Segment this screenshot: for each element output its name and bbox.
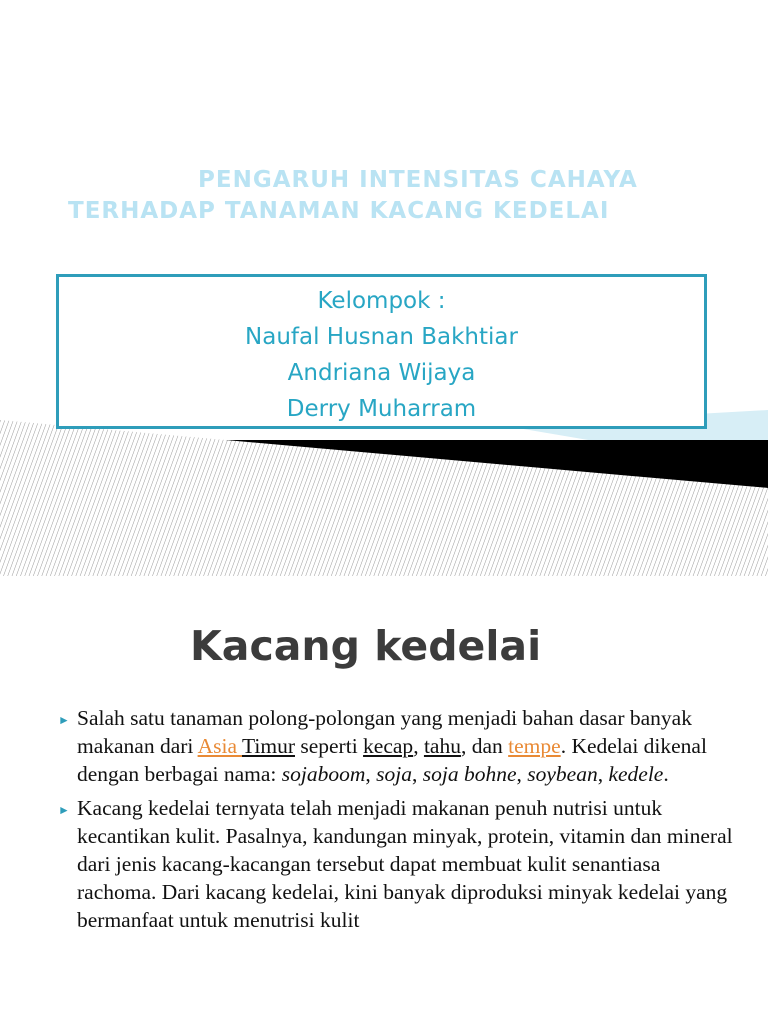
- bullet-item: [56, 794, 736, 934]
- link-kecap[interactable]: kecap: [363, 734, 414, 758]
- sep: ,: [516, 762, 528, 786]
- name: kedele: [608, 762, 664, 786]
- sep: ,: [411, 762, 423, 786]
- text: ,: [413, 734, 424, 758]
- link-tempe[interactable]: tempe: [508, 734, 561, 758]
- name: soybean: [527, 762, 598, 786]
- link-tahu[interactable]: tahu: [423, 734, 461, 758]
- bullet-text: Kacang kedelai ternyata telah menjadi makanan penuh nutrisi untuk kecantikan kulit. Pasalnya, kandungan minyak, protein, vitamin dan mineral dari jenis kacang-kacangan tersebut dapat membuat kulit senantiasa rachoma. Dari kacang kedelai, kini banyak diproduksi minyak kedelai yang bermanfaat untuk menutrisi kulit: [77, 796, 733, 932]
- group-members-box: [56, 274, 707, 429]
- bullet-arrow-icon: ►: [58, 713, 70, 727]
- text: . Kedelai dikenal dengan berbagai nama:: [77, 734, 707, 786]
- bullet-item: [56, 704, 736, 788]
- link-asia[interactable]: Asia: [197, 734, 242, 758]
- content-slide: [0, 578, 768, 1024]
- member-name: Naufal Husnan Bakhtiar: [245, 324, 518, 350]
- sep: ,: [365, 762, 377, 786]
- name: soja bohne: [422, 762, 517, 786]
- name: soja: [376, 762, 412, 786]
- member-name: Derry Muharram: [286, 396, 477, 422]
- text: seperti: [294, 734, 364, 758]
- link-timur[interactable]: Timur: [242, 734, 295, 758]
- sep: ,: [597, 762, 609, 786]
- name: sojaboom: [281, 762, 366, 786]
- slide-title: [0, 165, 768, 227]
- title-line-2: TERHADAP TANAMAN KACANG KEDELAI: [68, 198, 610, 224]
- title-line-1: PENGARUH INTENSITAS CAHAYA: [198, 167, 638, 193]
- bullet-list: [56, 704, 736, 940]
- group-label: Kelompok :: [317, 288, 446, 314]
- text: , dan: [460, 734, 509, 758]
- slide-heading: Kacang kedelai: [190, 622, 542, 670]
- text: Salah satu tanaman polong-polongan yang menjadi bahan dasar banyak makanan dari: [77, 706, 692, 758]
- bullet-arrow-icon: ►: [58, 803, 70, 817]
- member-name: Andriana Wijaya: [287, 360, 476, 386]
- sep: .: [663, 762, 669, 786]
